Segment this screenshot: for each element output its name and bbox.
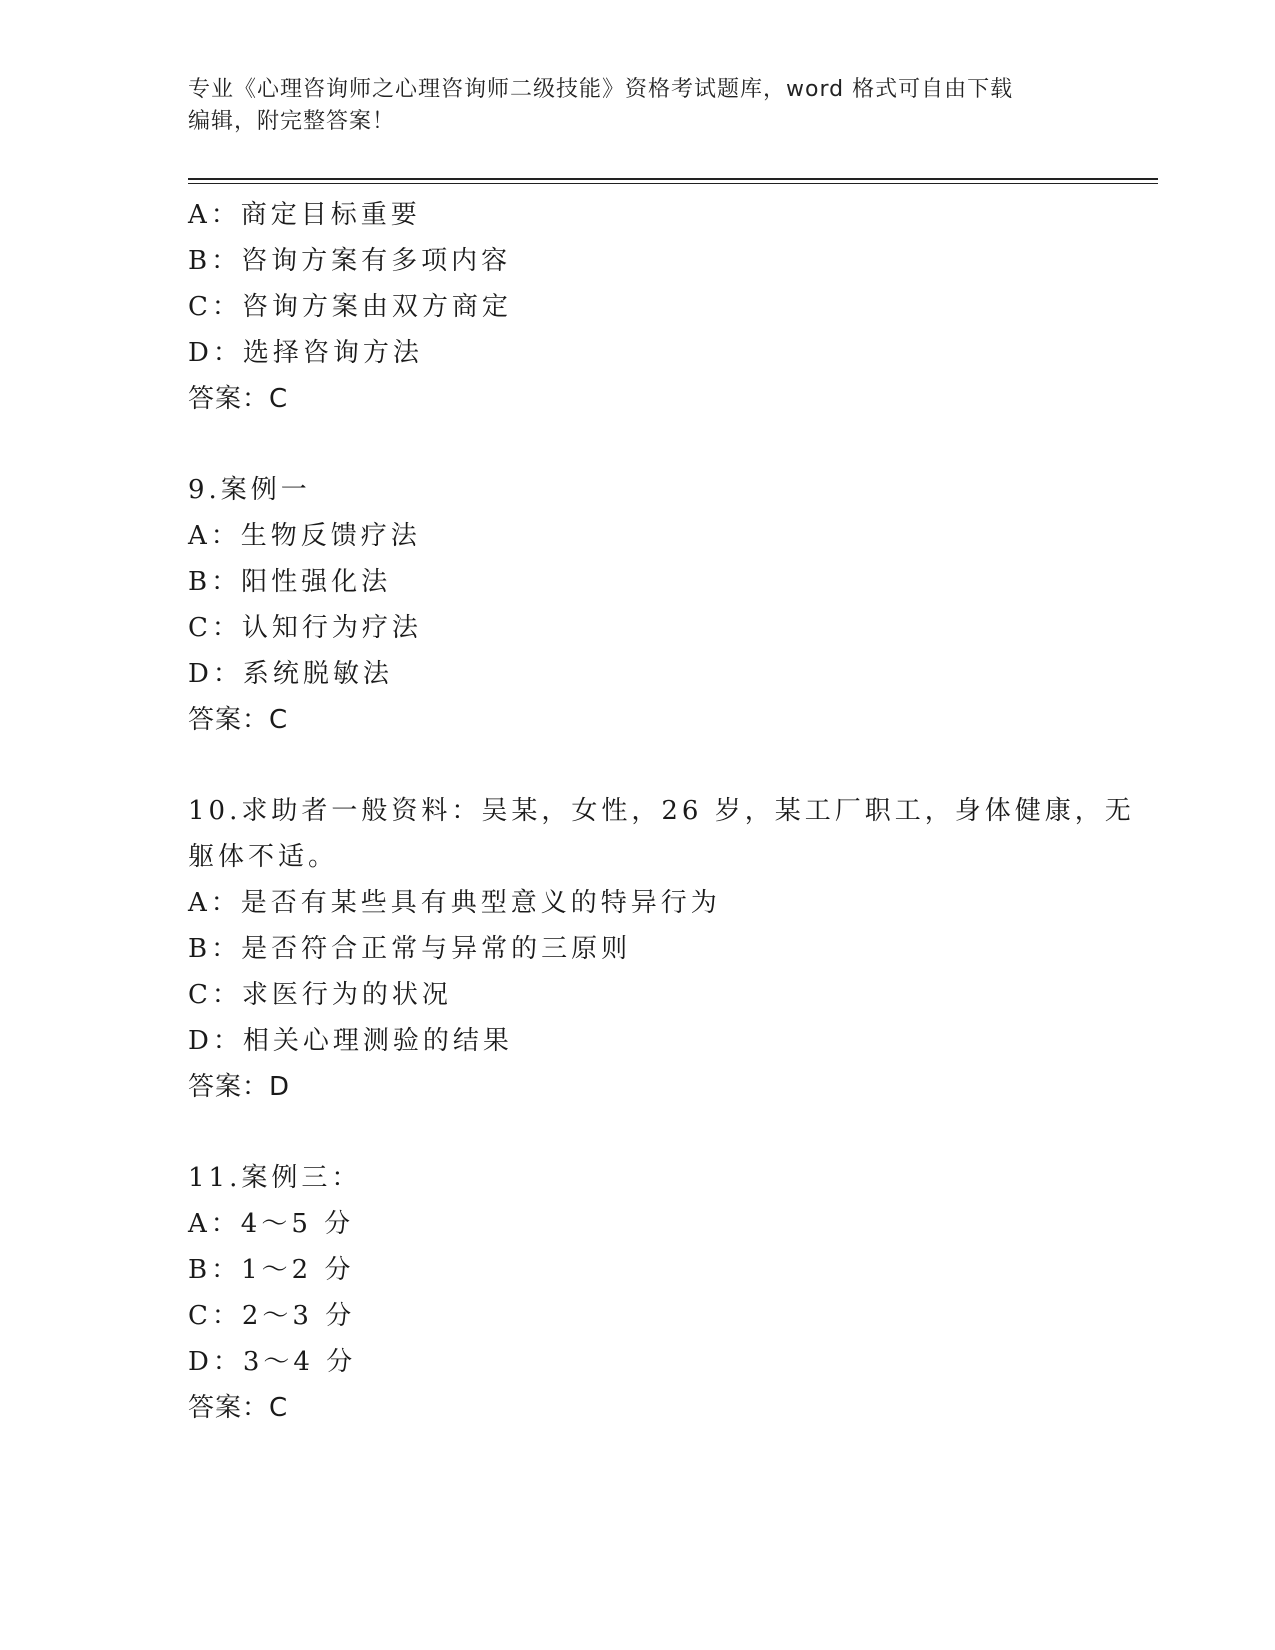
option-c: C：2～3 分 — [188, 1301, 356, 1331]
option-b: B：是否符合正常与异常的三原则 — [188, 934, 632, 964]
header-line-1: 专业《心理咨询师之心理咨询师二级技能》资格考试题库，word 格式可自由下载 — [188, 77, 1014, 102]
question-list — [188, 192, 1135, 1431]
option-b: B：1～2 分 — [188, 1255, 355, 1285]
question-11 — [188, 1155, 1128, 1431]
option-d: D：相关心理测验的结果 — [188, 1026, 513, 1056]
question-9 — [188, 467, 1128, 743]
option-d: D：选择咨询方法 — [188, 338, 423, 368]
question-title: 9.案例一 — [188, 475, 311, 505]
option-a: A：生物反馈疗法 — [188, 521, 421, 551]
option-a: A：4～5 分 — [188, 1209, 355, 1239]
option-c: C：认知行为疗法 — [188, 613, 422, 643]
document-header — [188, 74, 1068, 138]
question-10 — [188, 788, 1135, 1110]
answer: 答案：D — [188, 1072, 291, 1102]
option-c: C：咨询方案由双方商定 — [188, 292, 512, 322]
header-divider-thick — [188, 178, 1158, 180]
spacer — [188, 743, 1128, 788]
question-title: 11.案例三： — [188, 1163, 362, 1193]
header-divider-thin — [188, 183, 1158, 184]
option-b: B：阳性强化法 — [188, 567, 392, 597]
question-8 — [188, 192, 1128, 422]
question-title-continued: 躯体不适。 — [188, 842, 339, 872]
answer: 答案：C — [188, 1393, 289, 1423]
option-a: A：商定目标重要 — [188, 200, 421, 230]
answer: 答案：C — [188, 384, 289, 414]
question-title: 10.求助者一般资料：吴某，女性，26 岁，某工厂职工，身体健康，无 — [188, 796, 1135, 826]
spacer — [188, 1110, 1128, 1155]
option-b: B：咨询方案有多项内容 — [188, 246, 512, 276]
option-d: D：3～4 分 — [188, 1347, 357, 1377]
option-d: D：系统脱敏法 — [188, 659, 393, 689]
option-a: A：是否有某些具有典型意义的特异行为 — [188, 888, 721, 918]
option-c: C：求医行为的状况 — [188, 980, 452, 1010]
answer: 答案：C — [188, 705, 289, 735]
spacer — [188, 422, 1128, 467]
header-line-2: 编辑，附完整答案！ — [188, 109, 396, 134]
